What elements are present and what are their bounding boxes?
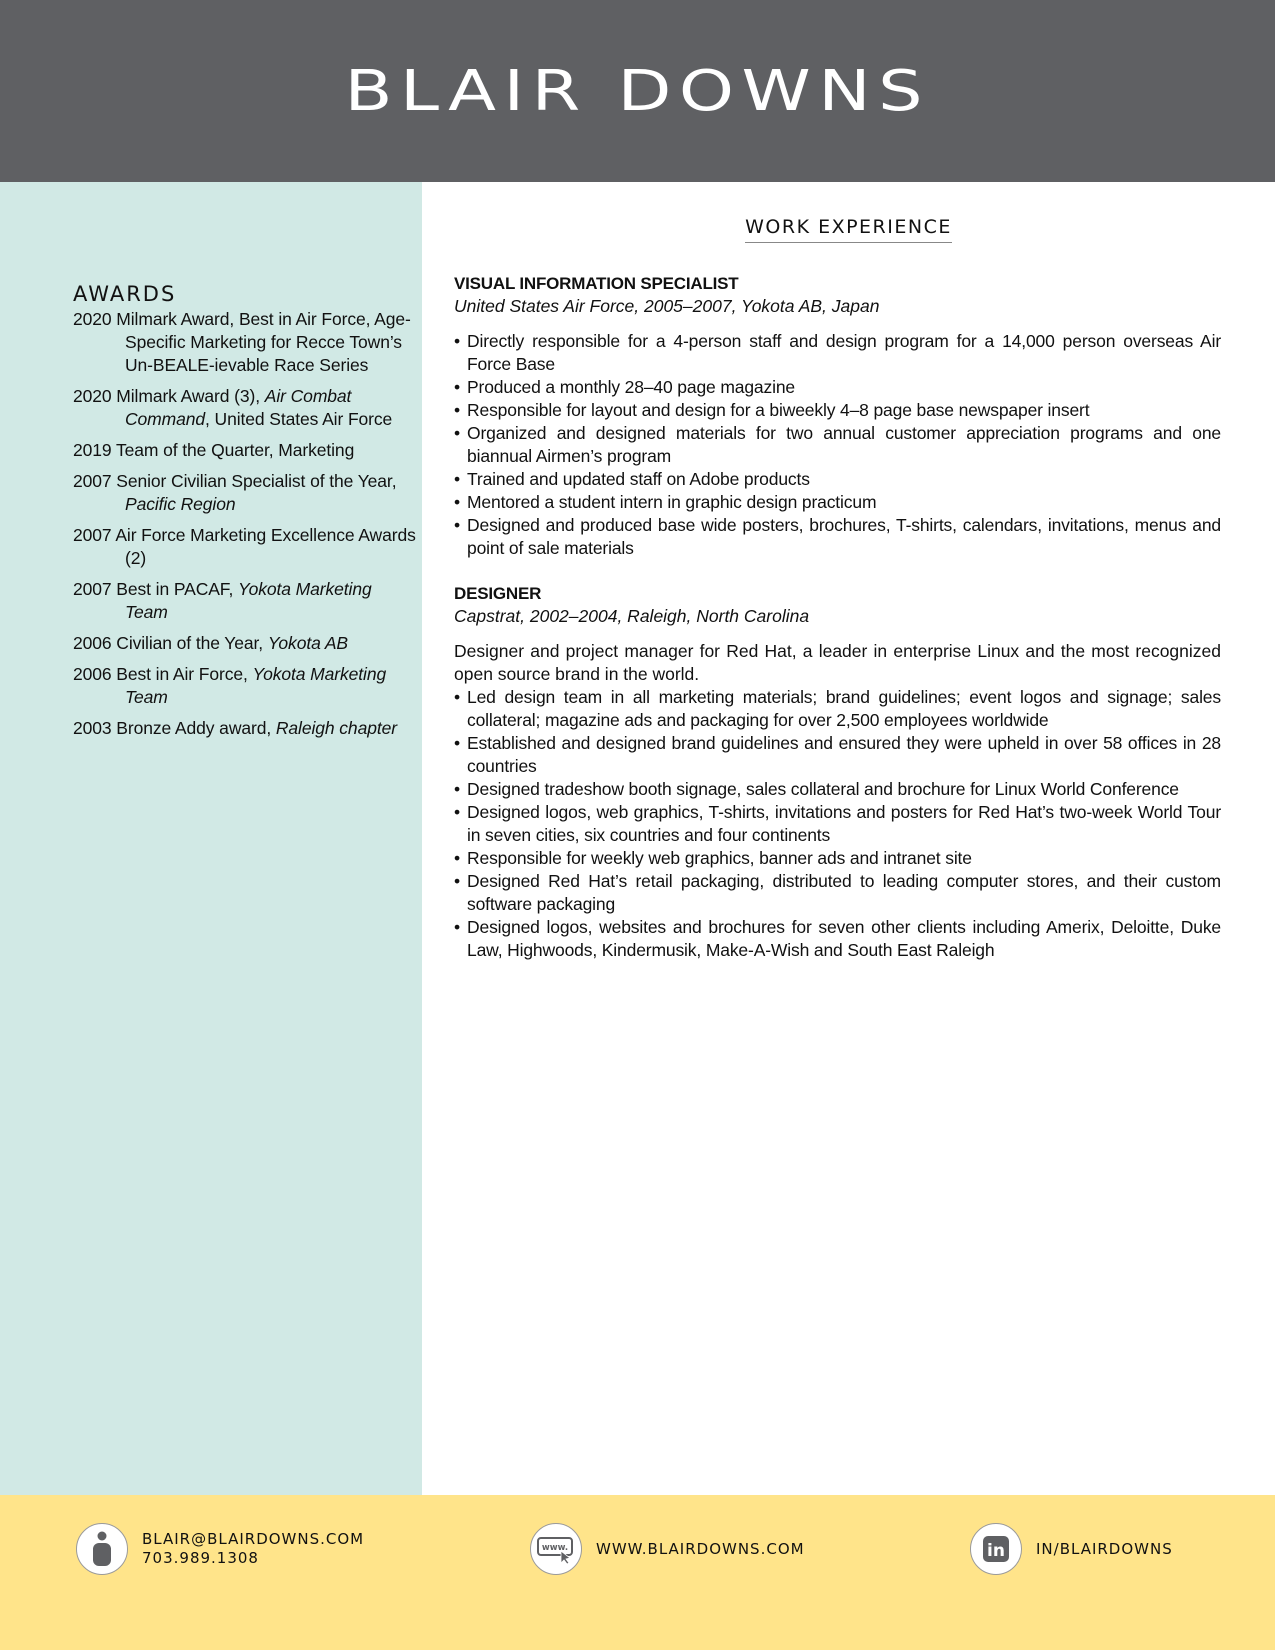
job-bullet: • Designed and produced base wide posters, brochures, T-shirts, calendars, invitations, menus and point of sale materials <box>454 514 1221 560</box>
award-emphasis: Air Combat Command <box>125 386 352 429</box>
award-item <box>73 578 418 624</box>
web-cursor-icon <box>530 1523 582 1575</box>
website-link[interactable]: WWW.BLAIRDOWNS.COM <box>596 1539 805 1558</box>
job-title: DESIGNER <box>454 584 542 603</box>
main-content <box>422 182 1275 1495</box>
work-experience-heading-wrap <box>422 216 1275 243</box>
job-bullet: • Mentored a student intern in graphic design practicum <box>454 491 1221 514</box>
job-bullet: • Responsible for layout and design for a biweekly 4–8 page base newspaper insert <box>454 399 1221 422</box>
contact-email-phone <box>76 1523 364 1575</box>
award-emphasis: Pacific Region <box>125 494 236 514</box>
job-bullet: • Responsible for weekly web graphics, banner ads and intranet site <box>454 847 1221 870</box>
job-bullet: • Produced a monthly 28–40 page magazine <box>454 376 1221 399</box>
sidebar <box>0 182 422 1495</box>
job-bullet: • Designed logos, web graphics, T-shirts, invitations and posters for Red Hat’s two-week World Tour in seven cities, six countries and four continents <box>454 801 1221 847</box>
job-bullet: • Directly responsible for a 4-person staff and design program for a 14,000 person overseas Air Force Base <box>454 330 1221 376</box>
award-text: 2007 Senior Civilian Specialist of the Year, <box>73 471 397 491</box>
job-bullet: • Established and designed brand guidelines and ensured they were upheld in over 58 offices in 28 countries <box>454 732 1221 778</box>
person-icon <box>76 1523 128 1575</box>
job-bullet: • Designed tradeshow booth signage, sales collateral and brochure for Linux World Conference <box>454 778 1221 801</box>
resume-name: BLAIR DOWNS <box>344 58 931 124</box>
award-item <box>73 439 418 462</box>
award-emphasis: Yokota AB <box>267 633 348 653</box>
award-text: 2007 Best in PACAF, <box>73 579 238 599</box>
job-entry <box>454 272 1221 560</box>
award-item <box>73 308 418 377</box>
jobs-list <box>454 272 1221 984</box>
footer-contact-bar <box>0 1495 1275 1650</box>
award-text: 2003 Bronze Addy award, <box>73 718 276 738</box>
job-meta: Capstrat, 2002–2004, Raleigh, North Carolina <box>454 606 810 626</box>
award-item <box>73 470 418 516</box>
award-item <box>73 632 418 655</box>
award-text: 2020 Milmark Award, Best in Air Force, Age-Specific Marketing for Recce Town’s Un-BEALE-ievable Race Series <box>73 309 411 375</box>
job-description: Designer and project manager for Red Hat, a leader in enterprise Linux and the most recognized open source brand in the world. <box>454 641 1221 684</box>
job-bullets <box>454 686 1221 962</box>
phone-number: 703.989.1308 <box>142 1549 259 1567</box>
job-title: VISUAL INFORMATION SPECIALIST <box>454 274 739 293</box>
award-text: 2007 Air Force Marketing Excellence Awards (2) <box>73 525 416 568</box>
awards-section <box>73 282 418 748</box>
award-text: 2006 Civilian of the Year, <box>73 633 268 653</box>
awards-heading: AWARDS <box>73 282 177 306</box>
job-bullet: • Trained and updated staff on Adobe products <box>454 468 1221 491</box>
award-item <box>73 663 418 709</box>
contact-website <box>530 1523 805 1575</box>
award-text: , United States Air Force <box>205 409 393 429</box>
job-bullet: • Designed logos, websites and brochures for seven other clients including Amerix, Deloitte, Duke Law, Highwoods, Kindermusik, Make-A-Wish and South East Raleigh <box>454 916 1221 962</box>
award-text: 2020 Milmark Award (3), <box>73 386 265 406</box>
award-item <box>73 524 418 570</box>
www-icon-text: www. <box>541 1543 569 1553</box>
linkedin-icon <box>970 1523 1022 1575</box>
award-text: 2006 Best in Air Force, <box>73 664 253 684</box>
awards-list <box>73 308 418 740</box>
award-emphasis: Raleigh chapter <box>275 718 397 738</box>
job-entry <box>454 582 1221 962</box>
work-experience-heading: WORK EXPERIENCE <box>745 216 952 243</box>
award-item <box>73 385 418 431</box>
linkedin-icon-text: in <box>987 1541 1005 1561</box>
contact-linkedin <box>970 1523 1173 1575</box>
award-emphasis: Yokota Marketing Team <box>125 664 387 707</box>
award-item <box>73 717 418 740</box>
email-link[interactable]: BLAIR@BLAIRDOWNS.COM <box>142 1530 365 1548</box>
job-bullet: • Designed Red Hat’s retail packaging, distributed to leading computer stores, and their custom software packaging <box>454 870 1221 916</box>
linkedin-link[interactable]: IN/BLAIRDOWNS <box>1036 1539 1173 1558</box>
job-bullets <box>454 330 1221 560</box>
header-banner <box>0 0 1275 182</box>
job-bullet: • Organized and designed materials for two annual customer appreciation programs and one biannual Airmen’s program <box>454 422 1221 468</box>
job-bullet: • Led design team in all marketing materials; brand guidelines; event logos and signage; sales collateral; magazine ads and packaging for over 2,500 employees worldwide <box>454 686 1221 732</box>
award-text: 2019 Team of the Quarter, Marketing <box>73 440 355 460</box>
award-emphasis: Yokota Marketing Team <box>125 579 372 622</box>
job-meta: United States Air Force, 2005–2007, Yokota AB, Japan <box>454 296 880 316</box>
